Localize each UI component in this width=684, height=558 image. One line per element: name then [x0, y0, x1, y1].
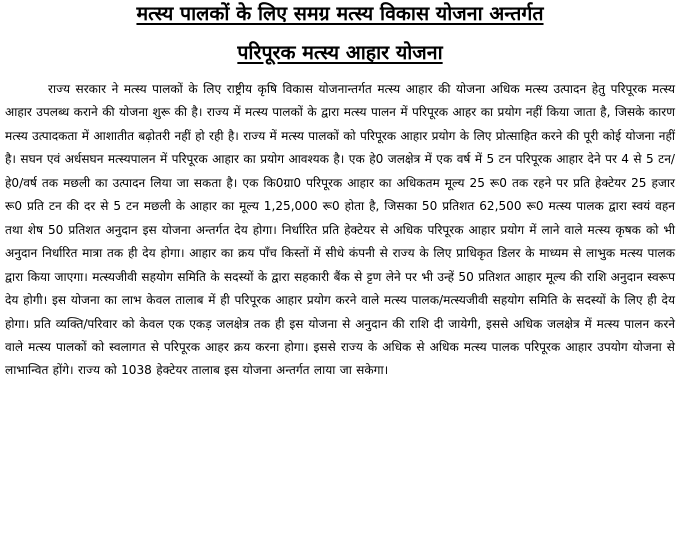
title-line-2-text: परिपूरक मत्स्य आहार योजना: [237, 41, 443, 64]
body-paragraph: राज्य सरकार ने मत्स्य पालकों के लिए राष्ट्रीय कृषि विकास योजनान्तर्गत मत्स्य आहार की योजना अधिक मत्स्य उत्पादन हेतु परिपूरक मत्स्य आहार उपलब्ध कराने की योजना शुरू की है। राज्य में मत्स्य पालकों के द्वारा मत्स्य पालन में परिपूरक आहर का प्रयोग नहीं किया जाता है, जिसके कारण मत्स्य उत्पादकता में आशातीत बढ़ोतरी नहीं हो रही है। राज्य में मत्स्य पालकों को परिपूरक आहार प्रयोग के लिए प्रोत्साहित करने की पूरी कोई योजना नहीं है। सघन एवं अर्धसघन मत्स्यपालन में परिपूरक आहार का प्रयोग आवश्यक है। एक हे0 जलक्षेत्र में एक वर्ष में 5 टन परिपूरक आहार देने पर 4 से 5 टन/हे0/वर्ष तक मछली का उत्पादन लिया जा सकता है। एक कि0ग्रा0 परिपूरक आहार का अधिकतम मूल्य 25 रू0 तक रहने पर प्रति हेक्टेयर 25 हजार रू0 प्रति टन की दर से 5 टन मछली के आहार का मूल्य 1,25,000 रू0 होता है, जिसका 50 प्रतिशत 62,500 रू0 मत्स्य पालक द्वारा स्वयं वहन तथा शेष 50 प्रतिशत अनुदान इस योजना अन्तर्गत देय होगा। निर्धारित प्रति हेक्टेयर से अधिक परिपूरक आहार प्रयोग में लाने वाले मत्स्य कृषक को भी अनुदान निर्धारित मात्रा तक ही देय होगा। आहार का क्रय पाँच किस्तों में सीधे कंपनी से राज्य के लिए प्राधिकृत डिलर के माध्यम से लाभुक मत्स्य पालक द्वारा किया जाएगा। मत्स्यजीवी सहयोग समिति के सदस्यों के द्वारा सहकारी बैंक से ट्टण लेने पर भी उन्हें 50 प्रतिशत आहार मूल्य की राशि अनुदान स्वरूप देय होगी। इस योजना का लाभ केवल तालाब में ही परिपूरक आहार प्रयोग करने वाले मत्स्य पालक/मत्स्यजीवी सहयोग समिति के सदस्यों के लिए ही देय होगा। प्रति व्यक्ति/परिवार को केवल एक एकड़ जलक्षेत्र तक ही इस योजना से अनुदान की राशि दी जायेगी, इससे अधिक जलक्षेत्र में मत्स्य पालन करने वाले मत्स्य पालकों को स्वलागत से परिपूरक आहर क्रय करना होगा। इससे राज्य के अधिक से अधिक मत्स्य पालक परिपूरक आहार उपयोग योजना से लाभान्वित होंगे। राज्य को 1038 हेक्टेयर तालाब इस योजना अन्तर्गत लाया जा सकेगा।: [5, 82, 675, 378]
document-title-line-2: [5, 40, 675, 66]
document-title-line-1: [5, 1, 675, 27]
title-line-1-text: मत्स्य पालकों के लिए समग्र मत्स्य विकास योजना अन्तर्गत: [136, 2, 544, 25]
document-page: [0, 1, 684, 558]
